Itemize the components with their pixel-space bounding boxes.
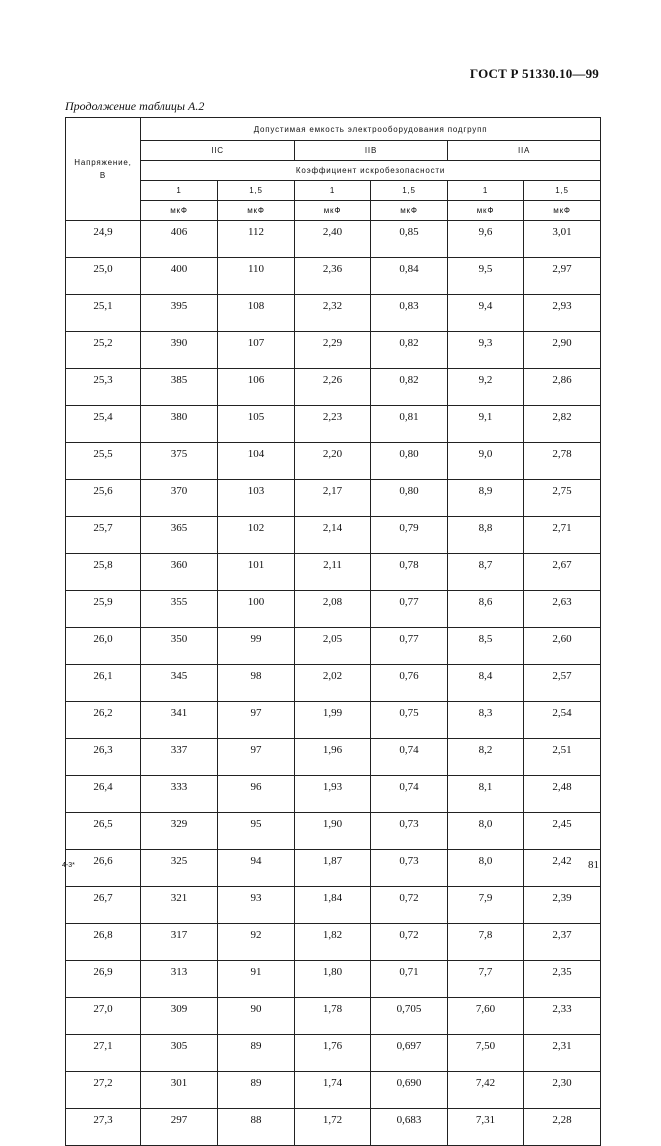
voltage-cell: 25,9	[66, 591, 141, 628]
table-row	[66, 480, 601, 517]
table-row	[66, 998, 601, 1035]
table-row	[66, 813, 601, 850]
iia-k1-cell: 8,6	[448, 591, 524, 628]
table-row	[66, 776, 601, 813]
voltage-cell: 26,2	[66, 702, 141, 739]
standard-code: ГОСТ Р 51330.10—99	[469, 66, 599, 81]
iia-k1-cell: 8,7	[448, 554, 524, 591]
iic-k1-cell: 350	[141, 628, 218, 665]
iic-k15-cell: 107	[218, 332, 295, 369]
iia-k15-cell: 2,60	[524, 628, 601, 665]
iic-k15-cell: 88	[218, 1109, 295, 1146]
iib-k15-cell: 0,82	[371, 369, 448, 406]
table-row	[66, 591, 601, 628]
iic-k1-cell: 329	[141, 813, 218, 850]
iic-k1-cell: 365	[141, 517, 218, 554]
table-row	[66, 332, 601, 369]
iib-k15-cell: 0,81	[371, 406, 448, 443]
iib-k15-cell: 0,77	[371, 591, 448, 628]
iic-k15-cell: 98	[218, 665, 295, 702]
iib-k15-cell: 0,690	[371, 1072, 448, 1109]
iic-k15-cell: 104	[218, 443, 295, 480]
voltage-cell: 25,0	[66, 258, 141, 295]
sheet-mark: 4-3*	[62, 862, 75, 869]
capacity-table	[65, 117, 601, 1146]
iib-k15-cell: 0,73	[371, 813, 448, 850]
iic-k1-cell: 325	[141, 850, 218, 887]
iia-k1-cell: 9,6	[448, 221, 524, 258]
voltage-cell: 26,8	[66, 924, 141, 961]
iic-k15-cell: 95	[218, 813, 295, 850]
unit-cell: мкФ	[218, 201, 295, 221]
iia-k1-cell: 7,7	[448, 961, 524, 998]
factor-cell: 1,5	[524, 181, 601, 201]
iib-k1-cell: 2,32	[295, 295, 371, 332]
iia-k1-cell: 9,3	[448, 332, 524, 369]
table-row	[66, 739, 601, 776]
iia-k15-cell: 2,42	[524, 850, 601, 887]
voltage-cell: 24,9	[66, 221, 141, 258]
unit-cell: мкФ	[371, 201, 448, 221]
iic-k1-cell: 309	[141, 998, 218, 1035]
iib-k15-cell: 0,85	[371, 221, 448, 258]
iib-k15-cell: 0,76	[371, 665, 448, 702]
iib-k1-cell: 2,05	[295, 628, 371, 665]
iia-k15-cell: 3,01	[524, 221, 601, 258]
iib-k1-cell: 2,26	[295, 369, 371, 406]
capacity-table-container	[65, 117, 600, 1146]
iia-k1-cell: 8,5	[448, 628, 524, 665]
iia-k15-cell: 2,39	[524, 887, 601, 924]
iic-k15-cell: 93	[218, 887, 295, 924]
iib-k15-cell: 0,683	[371, 1109, 448, 1146]
iic-k15-cell: 89	[218, 1072, 295, 1109]
iic-k1-cell: 390	[141, 332, 218, 369]
voltage-cell: 26,7	[66, 887, 141, 924]
iic-k15-cell: 99	[218, 628, 295, 665]
iia-k15-cell: 2,71	[524, 517, 601, 554]
iia-k1-cell: 7,50	[448, 1035, 524, 1072]
iib-k15-cell: 0,80	[371, 443, 448, 480]
iia-k15-cell: 2,33	[524, 998, 601, 1035]
iib-k15-cell: 0,83	[371, 295, 448, 332]
safety-factor-header: Коэффициент искробезопасности	[141, 161, 601, 181]
iic-k1-cell: 385	[141, 369, 218, 406]
iib-k1-cell: 2,11	[295, 554, 371, 591]
iib-k1-cell: 1,72	[295, 1109, 371, 1146]
iia-k15-cell: 2,86	[524, 369, 601, 406]
iic-k15-cell: 100	[218, 591, 295, 628]
iib-k1-cell: 1,78	[295, 998, 371, 1035]
factor-cell: 1	[141, 181, 218, 201]
iia-k1-cell: 8,3	[448, 702, 524, 739]
iic-k1-cell: 370	[141, 480, 218, 517]
factor-cell: 1,5	[371, 181, 448, 201]
iic-k1-cell: 341	[141, 702, 218, 739]
table-row	[66, 295, 601, 332]
iib-k1-cell: 2,17	[295, 480, 371, 517]
table-row	[66, 665, 601, 702]
iic-k15-cell: 105	[218, 406, 295, 443]
iia-k1-cell: 8,8	[448, 517, 524, 554]
iic-k15-cell: 112	[218, 221, 295, 258]
iic-k1-cell: 301	[141, 1072, 218, 1109]
iib-k15-cell: 0,79	[371, 517, 448, 554]
iia-k15-cell: 2,97	[524, 258, 601, 295]
table-row	[66, 628, 601, 665]
voltage-cell: 26,4	[66, 776, 141, 813]
table-row	[66, 1109, 601, 1146]
iib-k1-cell: 1,80	[295, 961, 371, 998]
iib-k15-cell: 0,73	[371, 850, 448, 887]
iib-k15-cell: 0,78	[371, 554, 448, 591]
table-row	[66, 1035, 601, 1072]
table-row	[66, 221, 601, 258]
iib-k1-cell: 1,96	[295, 739, 371, 776]
iia-k15-cell: 2,45	[524, 813, 601, 850]
unit-cell: мкФ	[295, 201, 371, 221]
voltage-cell: 25,3	[66, 369, 141, 406]
iic-k1-cell: 400	[141, 258, 218, 295]
iia-k1-cell: 8,4	[448, 665, 524, 702]
iic-k15-cell: 90	[218, 998, 295, 1035]
iib-k15-cell: 0,705	[371, 998, 448, 1035]
iic-k15-cell: 101	[218, 554, 295, 591]
table-row	[66, 961, 601, 998]
iic-k1-cell: 297	[141, 1109, 218, 1146]
iib-k1-cell: 1,76	[295, 1035, 371, 1072]
iia-k1-cell: 7,8	[448, 924, 524, 961]
table-row	[66, 406, 601, 443]
safety-factor-row	[66, 181, 601, 201]
factor-cell: 1	[295, 181, 371, 201]
iic-k15-cell: 96	[218, 776, 295, 813]
iic-k15-cell: 102	[218, 517, 295, 554]
iia-k1-cell: 9,0	[448, 443, 524, 480]
iib-k1-cell: 2,40	[295, 221, 371, 258]
iic-k15-cell: 103	[218, 480, 295, 517]
iia-k1-cell: 8,0	[448, 850, 524, 887]
iib-k1-cell: 1,82	[295, 924, 371, 961]
iia-k15-cell: 2,37	[524, 924, 601, 961]
iib-k1-cell: 2,02	[295, 665, 371, 702]
iia-k15-cell: 2,57	[524, 665, 601, 702]
iia-k15-cell: 2,28	[524, 1109, 601, 1146]
voltage-cell: 26,3	[66, 739, 141, 776]
table-row	[66, 517, 601, 554]
voltage-cell: 26,9	[66, 961, 141, 998]
table-header	[66, 118, 601, 221]
iib-k1-cell: 2,08	[295, 591, 371, 628]
iic-k1-cell: 337	[141, 739, 218, 776]
iia-k1-cell: 8,0	[448, 813, 524, 850]
iic-k1-cell: 317	[141, 924, 218, 961]
iib-k1-cell: 2,20	[295, 443, 371, 480]
voltage-cell: 26,0	[66, 628, 141, 665]
table-row	[66, 443, 601, 480]
iic-k15-cell: 97	[218, 739, 295, 776]
iia-k1-cell: 9,4	[448, 295, 524, 332]
iib-k15-cell: 0,77	[371, 628, 448, 665]
group-header-iib: IIB	[295, 141, 448, 161]
iia-k15-cell: 2,78	[524, 443, 601, 480]
voltage-cell: 25,8	[66, 554, 141, 591]
factor-cell: 1	[448, 181, 524, 201]
iia-k15-cell: 2,75	[524, 480, 601, 517]
iic-k15-cell: 97	[218, 702, 295, 739]
group-header-iia: IIA	[448, 141, 601, 161]
iia-k15-cell: 2,82	[524, 406, 601, 443]
unit-row	[66, 201, 601, 221]
voltage-cell: 27,2	[66, 1072, 141, 1109]
iia-k1-cell: 8,2	[448, 739, 524, 776]
page-number: 81	[588, 859, 599, 871]
iia-k15-cell: 2,35	[524, 961, 601, 998]
iia-k15-cell: 2,48	[524, 776, 601, 813]
iib-k15-cell: 0,84	[371, 258, 448, 295]
capacity-header: Допустимая емкость электрооборудования подгрупп	[141, 118, 601, 141]
iic-k1-cell: 305	[141, 1035, 218, 1072]
unit-cell: мкФ	[141, 201, 218, 221]
iia-k15-cell: 2,93	[524, 295, 601, 332]
iia-k1-cell: 8,1	[448, 776, 524, 813]
iic-k15-cell: 110	[218, 258, 295, 295]
table-row	[66, 369, 601, 406]
iia-k15-cell: 2,31	[524, 1035, 601, 1072]
voltage-header-label: Напряжение,	[74, 158, 132, 167]
iic-k1-cell: 313	[141, 961, 218, 998]
iic-k1-cell: 395	[141, 295, 218, 332]
voltage-cell: 25,1	[66, 295, 141, 332]
voltage-cell: 25,5	[66, 443, 141, 480]
table-continuation-caption: Продолжение таблицы А.2	[65, 99, 205, 113]
voltage-cell: 25,4	[66, 406, 141, 443]
iia-k15-cell: 2,51	[524, 739, 601, 776]
iic-k1-cell: 345	[141, 665, 218, 702]
group-header-iic: IIC	[141, 141, 295, 161]
voltage-cell: 25,2	[66, 332, 141, 369]
iib-k1-cell: 2,23	[295, 406, 371, 443]
iib-k1-cell: 1,87	[295, 850, 371, 887]
iia-k1-cell: 7,42	[448, 1072, 524, 1109]
iic-k15-cell: 91	[218, 961, 295, 998]
unit-cell: мкФ	[524, 201, 601, 221]
iib-k15-cell: 0,72	[371, 924, 448, 961]
iib-k1-cell: 1,74	[295, 1072, 371, 1109]
iic-k15-cell: 89	[218, 1035, 295, 1072]
table-row	[66, 924, 601, 961]
iic-k1-cell: 321	[141, 887, 218, 924]
iia-k1-cell: 9,1	[448, 406, 524, 443]
voltage-cell: 25,7	[66, 517, 141, 554]
iia-k1-cell: 7,9	[448, 887, 524, 924]
iib-k15-cell: 0,71	[371, 961, 448, 998]
iia-k1-cell: 7,31	[448, 1109, 524, 1146]
voltage-cell: 27,0	[66, 998, 141, 1035]
iia-k1-cell: 9,2	[448, 369, 524, 406]
iic-k1-cell: 375	[141, 443, 218, 480]
iic-k1-cell: 333	[141, 776, 218, 813]
iic-k1-cell: 406	[141, 221, 218, 258]
iia-k15-cell: 2,30	[524, 1072, 601, 1109]
voltage-cell: 25,6	[66, 480, 141, 517]
iia-k15-cell: 2,54	[524, 702, 601, 739]
iib-k15-cell: 0,697	[371, 1035, 448, 1072]
iib-k1-cell: 2,36	[295, 258, 371, 295]
voltage-cell: 26,1	[66, 665, 141, 702]
table-body	[66, 221, 601, 1146]
voltage-cell: 27,3	[66, 1109, 141, 1146]
table-row	[66, 554, 601, 591]
iic-k15-cell: 106	[218, 369, 295, 406]
iib-k1-cell: 1,99	[295, 702, 371, 739]
iic-k15-cell: 94	[218, 850, 295, 887]
iib-k15-cell: 0,82	[371, 332, 448, 369]
table-row	[66, 1072, 601, 1109]
iib-k1-cell: 1,84	[295, 887, 371, 924]
voltage-column-header	[66, 118, 141, 221]
table-row	[66, 887, 601, 924]
voltage-header-unit: В	[99, 171, 107, 180]
table-row	[66, 702, 601, 739]
iib-k1-cell: 1,90	[295, 813, 371, 850]
iia-k15-cell: 2,67	[524, 554, 601, 591]
iib-k15-cell: 0,72	[371, 887, 448, 924]
table-row	[66, 258, 601, 295]
iib-k1-cell: 1,93	[295, 776, 371, 813]
factor-cell: 1,5	[218, 181, 295, 201]
iia-k1-cell: 7,60	[448, 998, 524, 1035]
iic-k15-cell: 92	[218, 924, 295, 961]
iia-k1-cell: 9,5	[448, 258, 524, 295]
iib-k1-cell: 2,29	[295, 332, 371, 369]
iic-k1-cell: 360	[141, 554, 218, 591]
iic-k1-cell: 355	[141, 591, 218, 628]
iia-k15-cell: 2,63	[524, 591, 601, 628]
iic-k1-cell: 380	[141, 406, 218, 443]
iib-k1-cell: 2,14	[295, 517, 371, 554]
iib-k15-cell: 0,74	[371, 776, 448, 813]
iic-k15-cell: 108	[218, 295, 295, 332]
unit-cell: мкФ	[448, 201, 524, 221]
iia-k1-cell: 8,9	[448, 480, 524, 517]
voltage-cell: 26,5	[66, 813, 141, 850]
iib-k15-cell: 0,75	[371, 702, 448, 739]
iib-k15-cell: 0,74	[371, 739, 448, 776]
voltage-cell: 27,1	[66, 1035, 141, 1072]
iib-k15-cell: 0,80	[371, 480, 448, 517]
table-row	[66, 850, 601, 887]
iia-k15-cell: 2,90	[524, 332, 601, 369]
voltage-cell: 26,6	[66, 850, 141, 887]
